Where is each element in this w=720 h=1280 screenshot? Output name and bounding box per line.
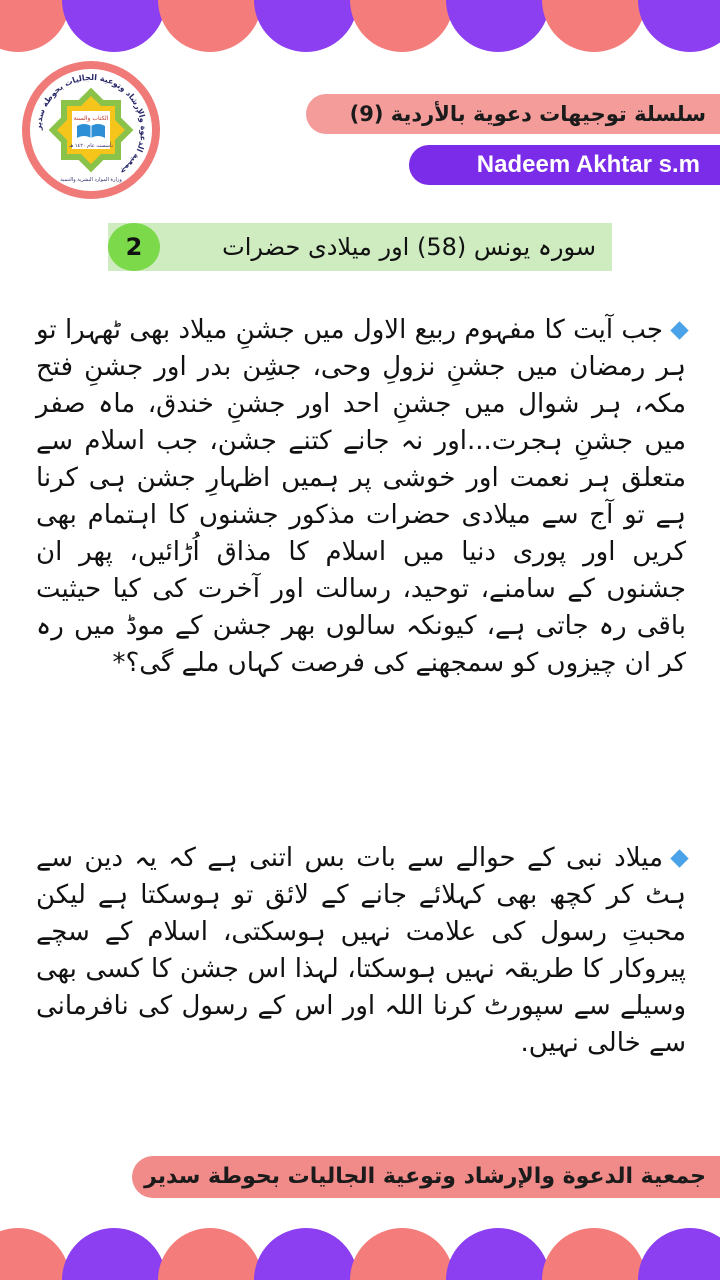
- logo-book-label: الكتاب والسنة: [73, 115, 109, 122]
- logo-ring-text: جمعية الدعوة والإرشاد وتوعية الجاليات بحوطة سدير: [33, 72, 149, 177]
- series-title: سلسلة توجيهات دعوية بالأردية (9): [349, 102, 706, 126]
- decorative-circle: [638, 1228, 720, 1280]
- footer-organization-name: جمعية الدعوة والإرشاد وتوعية الجاليات بحوطة سدير: [144, 1164, 706, 1189]
- decorative-circle: [62, 0, 166, 52]
- decorative-circle: [62, 1228, 166, 1280]
- logo-bottom-text: وزارة الموارد البشرية والتنمية: [60, 177, 122, 183]
- author-banner: [409, 145, 720, 185]
- decorative-circle: [638, 0, 720, 52]
- footer-banner: [132, 1156, 720, 1198]
- organization-logo: [22, 61, 160, 199]
- decorative-circle: [254, 1228, 358, 1280]
- diamond-bullet-icon: [670, 849, 688, 867]
- author-name: Nadeem Akhtar s.m: [476, 151, 700, 178]
- paragraph-1-text: جب آیت کا مفہوم ربیع الاول میں جشنِ میلاد بھی ٹھہرا تو ہر رمضان میں جشنِ نزولِ وحی، جشِن بدر اور جشنِ فتح مکہ، ہر شوال میں جشنِ احد اور جشنِ خندق، ماہ صفر میں جشنِ ہجرت...اور نہ جانے کتنے جشن، جب اسلام سے متعلق ہر نعمت اور خوشی پر ہمیں اظہارِ جشن ہی کرنا ہے تو آج سے میلادی حضرات مذکور جشنوں کا اہتمام بھی کریں اور پوری دنیا میں اسلام کا مذاق اُڑائیں، پھر ان جشنوں کے سامنے، توحید، رسالت اور آخرت کی کیا حیثیت باقی رہ جاتی ہے، کیونکہ سالوں بھر جشن کے موڈ میں رہ کر ان چیزوں کو سمجھنے کی فرصت کہاں ملے گی؟*: [36, 315, 686, 678]
- decorative-circle: [446, 1228, 550, 1280]
- paragraph-2-text: میلاد نبی کے حوالے سے بات بس اتنی ہے کہ یہ دین سے ہٹ کر کچھ بھی کہلائے جانے کے لائق تو ہوسکتا ہے لیکن محبتِ رسول کی علامت نہیں ہوسکتی، اسلام کے سچے پیروکار کا طریقہ نہیں ہوسکتا، لہذا اس جشن کا کسی بھی وسیلے سے سپورٹ کرنا اللہ اور اس کے رسول کی نافرمانی سے خالی نہیں.: [36, 843, 686, 1058]
- series-banner: [306, 94, 720, 134]
- paragraph-1: [36, 312, 686, 682]
- paragraph-2: [36, 840, 686, 1062]
- top-decorative-circles: [0, 0, 720, 60]
- diamond-bullet-icon: [670, 321, 688, 339]
- decorative-circle: [350, 1228, 454, 1280]
- decorative-circle: [158, 1228, 262, 1280]
- decorative-circle: [542, 1228, 646, 1280]
- decorative-circle: [0, 1228, 70, 1280]
- title-banner: [108, 223, 612, 271]
- decorative-circle: [350, 0, 454, 52]
- logo-emblem-icon: [30, 69, 152, 191]
- decorative-circle: [446, 0, 550, 52]
- title-number-badge: 2: [108, 223, 160, 271]
- decorative-circle: [0, 0, 70, 52]
- decorative-circle: [254, 0, 358, 52]
- logo-founded-text: تأسست عام ١٤٢٠ هـ: [69, 143, 113, 149]
- bottom-decorative-circles: [0, 1220, 720, 1280]
- decorative-circle: [542, 0, 646, 52]
- decorative-circle: [158, 0, 262, 52]
- title-text: سورہ یونس (58) اور میلادی حضرات: [222, 233, 596, 261]
